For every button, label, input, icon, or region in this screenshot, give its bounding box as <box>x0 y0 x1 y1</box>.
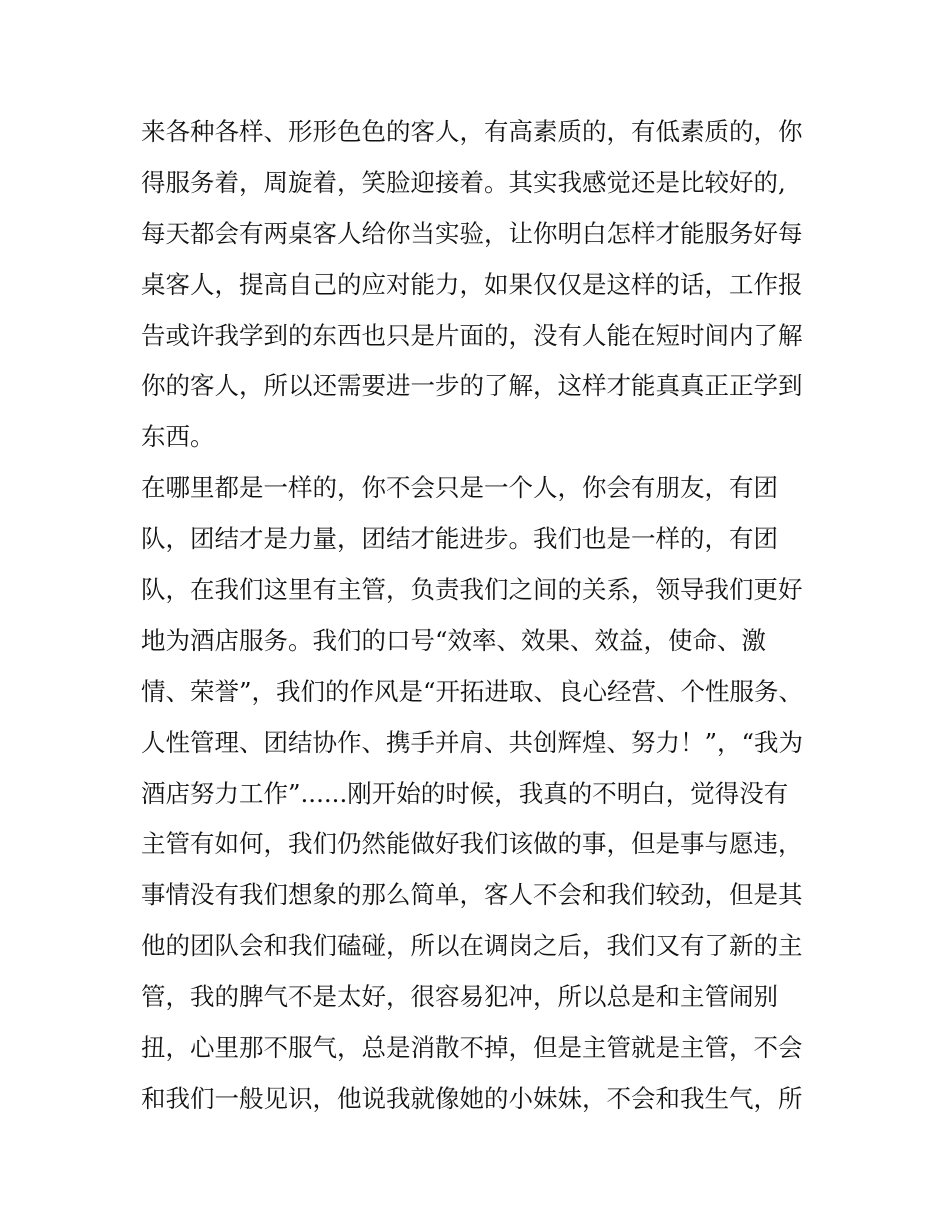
text-line: 东西。 <box>141 422 215 452</box>
text-line: 得服务着，周旋着，笑脸迎接着。其实我感觉还是比较好的, <box>141 167 786 197</box>
text-line: 事情没有我们想象的那么简单，客人不会和我们较劲，但是其 <box>141 880 803 910</box>
text-line: 他的团队会和我们磕碰，所以在调岗之后，我们又有了新的主 <box>141 931 803 961</box>
text-line: 队，团结才是力量，团结才能进步。我们也是一样的，有团 <box>141 524 778 554</box>
text-line: 你的客人，所以还需要进一步的了解，这样才能真真正正学到 <box>141 371 803 401</box>
text-line: 扭，心里那不服气，总是消散不掉，但是主管就是主管，不会 <box>141 1033 803 1063</box>
text-line: 地为酒店服务。我们的口号“效率、效果、效益，使命、激 <box>141 625 767 655</box>
text-line: 告或许我学到的东西也只是片面的，没有人能在短时间内了解 <box>141 320 803 350</box>
text-line: 来各种各样、形形色色的客人，有高素质的，有低素质的，你 <box>141 117 803 146</box>
text-line: 人性管理、团结协作、携手并肩、共创辉煌、努力！”，“我为 <box>141 727 804 757</box>
text-line: 酒店努力工作”......刚开始的时候，我真的不明白，觉得没有 <box>141 778 789 808</box>
text-line: 和我们一般见识，他说我就像她的小妹妹，不会和我生气，所 <box>141 1083 803 1113</box>
text-line: 队，在我们这里有主管，负责我们之间的关系，领导我们更好 <box>141 575 803 605</box>
text-line: 在哪里都是一样的，你不会只是一个人，你会有朋友，有团 <box>141 473 778 503</box>
text-line: 桌客人，提高自己的应对能力，如果仅仅是这样的话，工作报 <box>141 269 803 299</box>
text-line: 情、荣誉”，我们的作风是“开拓进取、良心经营、个性服务、 <box>141 676 804 706</box>
text-line: 管，我的脾气不是太好，很容易犯冲，所以总是和主管闹别 <box>141 982 778 1012</box>
body-text <box>141 107 813 1125</box>
text-line: 主管有如何，我们仍然能做好我们该做的事，但是事与愿违， <box>141 829 803 859</box>
text-line: 每天都会有两桌客人给你当实验，让你明白怎样才能服务好每 <box>141 218 803 248</box>
